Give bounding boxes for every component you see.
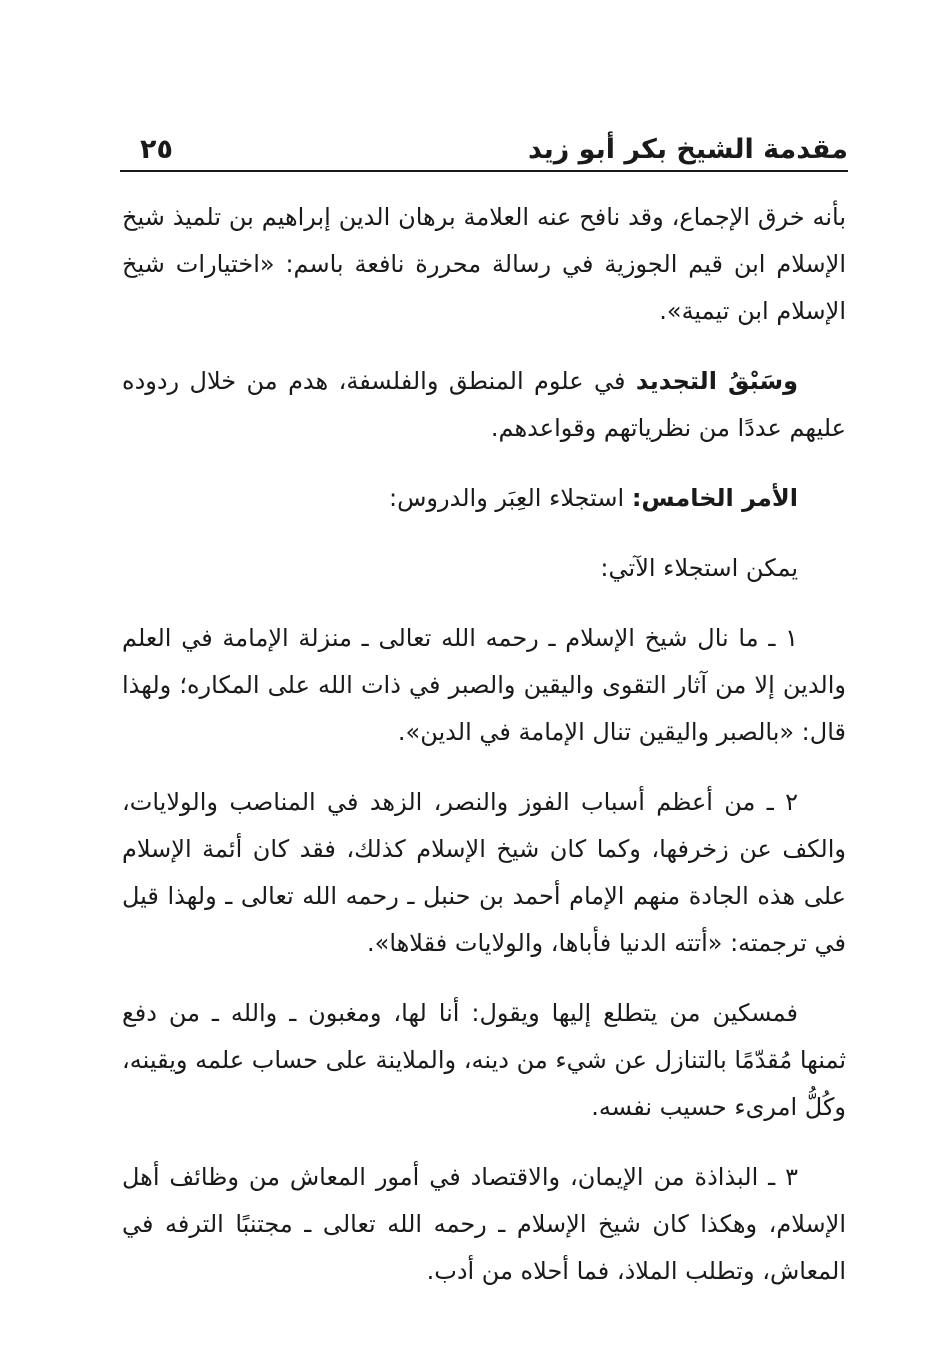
paragraph-continuation — [122, 194, 846, 335]
paragraph-text: ٣ ـ البذاذة من الإيمان، والاقتصاد في أمور المعاش من وظائف أهل الإسلام، وهكذا كان شيخ الإسلام ـ رحمه الله تعالى ـ مجتنبًا الترفه في المعاش، وتطلب الملاذ، فما أحلاه من أدب. — [122, 1163, 846, 1285]
paragraph-point-3 — [122, 1154, 846, 1295]
body-text — [122, 194, 846, 1318]
section-heading-text: استجلاء العِبَر والدروس: — [389, 484, 632, 512]
paragraph-point-2 — [122, 779, 846, 967]
paragraph-intro — [122, 545, 846, 592]
paragraph-text: بأنه خرق الإجماع، وقد نافح عنه العلامة برهان الدين إبراهيم بن تلميذ شيخ الإسلام ابن قيم الجوزية في رسالة محررة نافعة باسم: «اختيارات شيخ الإسلام ابن تيمية». — [122, 203, 846, 325]
paragraph-text: ٢ ـ من أعظم أسباب الفوز والنصر، الزهد في المناصب والولايات، والكف عن زخرفها، وكما كان شيخ الإسلام كذلك، فقد كان أئمة الإسلام على هذه الجادة منهم الإمام أحمد بن حنبل ـ رحمه الله تعالى ـ ولهذا قيل في ترجمته: «أتته الدنيا فأباها، والولايات فقلاها». — [122, 788, 846, 957]
section-heading-lead: الأمر الخامس: — [631, 484, 798, 512]
page-number: ٢٥ — [140, 134, 173, 165]
paragraph-renewal — [122, 358, 846, 452]
paragraph-commentary — [122, 990, 846, 1131]
paragraph-point-1 — [122, 615, 846, 756]
section-heading — [122, 475, 846, 522]
header-rule — [120, 170, 848, 172]
paragraph-text: فمسكين من يتطلع إليها ويقول: أنا لها، ومغبون ـ والله ـ من دفع ثمنها مُقدّمًا بالتنازل عن شيء من دينه، والملاينة على حساب علمه ويقينه، وكُلُّ امرىء حسيب نفسه. — [122, 999, 846, 1121]
paragraph-text: ١ ـ ما نال شيخ الإسلام ـ رحمه الله تعالى ـ منزلة الإمامة في العلم والدين إلا من آثار التقوى واليقين والصبر في ذات الله على المكاره؛ ولهذا قال: «بالصبر واليقين تنال الإمامة في الدين». — [122, 624, 846, 746]
page-header — [120, 132, 848, 172]
paragraph-text: في علوم المنطق والفلسفة، هدم من خلال ردوده عليهم عددًا من نظرياتهم وقواعدهم. — [122, 367, 846, 442]
paragraph-lead: وسَبْقُ التجديد — [635, 367, 798, 395]
paragraph-text: يمكن استجلاء الآتي: — [600, 554, 798, 582]
running-title: مقدمة الشيخ بكر أبو زيد — [527, 134, 848, 165]
